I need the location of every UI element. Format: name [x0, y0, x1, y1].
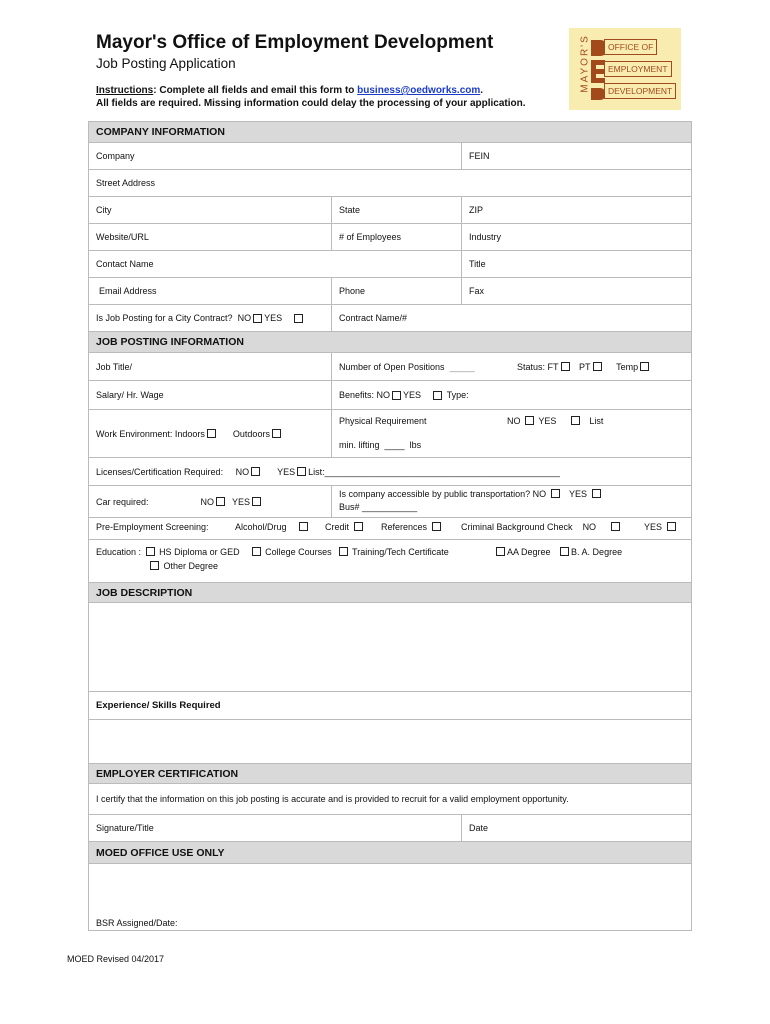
- education-options: [96, 547, 449, 557]
- page-subtitle: Job Posting Application: [96, 56, 236, 71]
- benefits-yes-checkbox[interactable]: [433, 391, 442, 400]
- revision-footer: MOED Revised 04/2017: [67, 954, 165, 964]
- job-title-field[interactable]: Job Title/: [96, 361, 133, 372]
- email-link[interactable]: business@oedworks.com: [357, 85, 481, 96]
- aa-checkbox[interactable]: [496, 547, 505, 556]
- website-field[interactable]: Website/URL: [96, 232, 149, 242]
- screening-alcohol: [235, 522, 310, 532]
- indoors-checkbox[interactable]: [207, 429, 216, 438]
- row-city: [89, 197, 691, 224]
- row-salary: [89, 381, 691, 410]
- physical-no-label: NO: [507, 416, 521, 426]
- open-positions-label: Number of Open Positions: [339, 361, 445, 372]
- signature-field[interactable]: Signature/Title: [96, 823, 154, 833]
- transport-options: [339, 489, 603, 499]
- screening-criminal-yes: [644, 522, 678, 532]
- references-checkbox[interactable]: [432, 522, 441, 531]
- row-licenses: [89, 458, 691, 486]
- physical-no-checkbox[interactable]: [525, 416, 534, 425]
- row-job-title: [89, 353, 691, 381]
- min-lifting-label: min. lifting: [339, 440, 380, 450]
- transport-no-label: NO: [532, 489, 547, 499]
- criminal-label: Criminal Background Check: [461, 522, 573, 532]
- logo-line-office-of: OFFICE OF: [604, 39, 657, 55]
- title-field[interactable]: Title: [469, 259, 486, 269]
- section-job-description: JOB DESCRIPTION: [89, 583, 691, 603]
- alcohol-label: Alcohol/Drug: [235, 522, 287, 532]
- city-contract-yes-label: YES: [264, 313, 283, 323]
- work-env-label: Work Environment:: [96, 428, 173, 439]
- college-checkbox[interactable]: [252, 547, 261, 556]
- other-degree-label: Other Degree: [163, 561, 219, 571]
- benefits-no-checkbox[interactable]: [392, 391, 401, 400]
- logo-line-development: DEVELOPMENT: [604, 83, 676, 99]
- row-contact: [89, 251, 691, 278]
- row-screening: [89, 518, 691, 540]
- company-field[interactable]: Company: [96, 151, 135, 161]
- bus-label: Bus#: [339, 502, 360, 512]
- transport-no-checkbox[interactable]: [551, 489, 560, 498]
- row-city-contract: [89, 305, 691, 332]
- row-company: [89, 143, 691, 170]
- instructions-label: Instructions: [96, 85, 154, 96]
- status-options: [517, 353, 651, 380]
- licenses-label: Licenses/Certification Required:: [96, 466, 224, 477]
- training-label: Training/Tech Certificate: [352, 547, 449, 557]
- city-contract-no-label: NO: [237, 313, 252, 323]
- screening-label: Pre-Employment Screening:: [96, 522, 209, 532]
- physical-requirement: [339, 416, 427, 426]
- criminal-no-label: NO: [582, 522, 597, 532]
- status-temp-label: Temp: [616, 361, 639, 372]
- screening-references: [381, 522, 443, 532]
- car-options: [96, 486, 263, 517]
- logo-line-employment: EMPLOYMENT: [604, 61, 672, 77]
- bus-number-field[interactable]: [339, 502, 417, 512]
- city-contract-question: [96, 305, 305, 331]
- instructions-end: .: [480, 85, 484, 96]
- bsr-assigned-field[interactable]: BSR Assigned/Date:: [96, 918, 178, 928]
- section-company-information: COMPANY INFORMATION: [89, 122, 691, 143]
- row-education: [89, 540, 691, 583]
- physical-requirement-label: Physical Requirement: [339, 416, 427, 426]
- row-website: [89, 224, 691, 251]
- physical-yes-label: YES: [538, 416, 557, 426]
- required-note: All fields are required. Missing information could delay the processing of your application.: [96, 98, 526, 109]
- outdoors-label: Outdoors: [232, 428, 270, 439]
- moed-logo: [569, 28, 681, 110]
- city-contract-no-checkbox[interactable]: [253, 314, 262, 323]
- licenses-no-checkbox[interactable]: [251, 467, 260, 476]
- licenses-options: [96, 458, 560, 485]
- aa-label: AA Degree: [507, 547, 551, 557]
- benefits-yes-label: YES: [403, 390, 422, 400]
- bus-blank: ___________: [362, 502, 418, 512]
- contact-name-field[interactable]: Contact Name: [96, 259, 154, 269]
- zip-field[interactable]: ZIP: [469, 205, 484, 215]
- row-car: [89, 486, 691, 518]
- office-use-area: [89, 864, 691, 930]
- criminal-no-checkbox[interactable]: [611, 522, 620, 531]
- email-address-field[interactable]: Email Address: [99, 286, 157, 296]
- fax-field[interactable]: Fax: [469, 286, 485, 296]
- education-label: Education :: [96, 547, 142, 557]
- screening-credit: [325, 522, 365, 532]
- references-label: References: [381, 522, 428, 532]
- row-signature: [89, 815, 691, 842]
- physical-yes-checkbox[interactable]: [571, 416, 580, 425]
- hs-checkbox[interactable]: [146, 547, 155, 556]
- screening-criminal: [461, 522, 622, 532]
- work-environment-options: [96, 410, 283, 457]
- outdoors-checkbox[interactable]: [272, 429, 281, 438]
- ba-checkbox[interactable]: [560, 547, 569, 556]
- city-contract-label: Is Job Posting for a City Contract?: [96, 313, 233, 323]
- licenses-list-blank[interactable]: _______________________________________________: [324, 466, 560, 477]
- salary-field[interactable]: Salary/ Hr. Wage: [96, 390, 164, 400]
- city-field[interactable]: City: [96, 205, 112, 215]
- transport-yes-label: YES: [568, 489, 587, 499]
- college-label: College Courses: [265, 547, 332, 557]
- criminal-yes-checkbox[interactable]: [667, 522, 676, 531]
- benefits-no-label: NO: [376, 390, 391, 400]
- row-certification-statement: [89, 784, 691, 815]
- contract-name-field[interactable]: Contract Name/#: [339, 313, 408, 323]
- section-office-use-only: MOED OFFICE USE ONLY: [89, 842, 691, 864]
- open-positions-field[interactable]: [339, 353, 475, 380]
- training-checkbox[interactable]: [339, 547, 348, 556]
- alcohol-checkbox[interactable]: [299, 522, 308, 531]
- page-title: Mayor's Office of Employment Development: [96, 32, 494, 53]
- phone-field[interactable]: Phone: [339, 286, 366, 296]
- licenses-yes-checkbox[interactable]: [297, 467, 306, 476]
- car-label: Car required:: [96, 496, 149, 507]
- car-no-label: NO: [200, 496, 215, 507]
- city-contract-yes-checkbox[interactable]: [294, 314, 303, 323]
- licenses-yes-label: YES: [277, 466, 296, 477]
- row-experience: [89, 692, 691, 720]
- certification-statement: I certify that the information on this job posting is accurate and is provided to recruit for a valid employment opportunity.: [96, 794, 569, 804]
- status-temp-checkbox[interactable]: [640, 362, 649, 371]
- hs-label: HS Diploma or GED: [159, 547, 240, 557]
- benefits-type-label: Type:: [446, 390, 469, 400]
- car-yes-checkbox[interactable]: [252, 497, 261, 506]
- min-lifting[interactable]: [339, 440, 421, 450]
- open-positions-blank: _____: [449, 361, 475, 372]
- min-lifting-blank: ____: [384, 440, 405, 450]
- logo-vertical-text: MAYOR'S: [579, 34, 591, 93]
- street-address-field[interactable]: Street Address: [96, 178, 156, 188]
- row-email: [89, 278, 691, 305]
- degree-options: [494, 547, 622, 557]
- credit-label: Credit: [325, 522, 350, 532]
- experience-area[interactable]: [89, 720, 691, 764]
- state-field[interactable]: State: [339, 205, 361, 215]
- industry-field[interactable]: Industry: [469, 232, 502, 242]
- section-job-posting-information: JOB POSTING INFORMATION: [89, 332, 691, 353]
- section-employer-certification: EMPLOYER CERTIFICATION: [89, 764, 691, 784]
- job-posting-form: [88, 121, 692, 931]
- criminal-yes-label: YES: [644, 522, 663, 532]
- status-ft-checkbox[interactable]: [561, 362, 570, 371]
- status-pt-checkbox[interactable]: [593, 362, 602, 371]
- instructions-text: : Complete all fields and email this form to: [153, 85, 358, 96]
- credit-checkbox[interactable]: [354, 522, 363, 531]
- row-work-environment: [89, 410, 691, 458]
- other-degree-option: [148, 561, 218, 571]
- transport-yes-checkbox[interactable]: [592, 489, 601, 498]
- transport-label: Is company accessible by public transportation?: [339, 489, 531, 499]
- licenses-no-label: NO: [235, 466, 250, 477]
- physical-list-label: List: [589, 416, 604, 426]
- car-yes-label: YES: [232, 496, 251, 507]
- instructions: [96, 84, 526, 110]
- fein-field[interactable]: FEIN: [469, 151, 490, 161]
- lbs-label: lbs: [409, 440, 422, 450]
- status-label: Status:: [517, 361, 546, 372]
- car-no-checkbox[interactable]: [216, 497, 225, 506]
- status-pt-label: PT: [579, 361, 591, 372]
- other-degree-checkbox[interactable]: [150, 561, 159, 570]
- employees-field[interactable]: # of Employees: [339, 232, 402, 242]
- status-ft-label: FT: [547, 361, 559, 372]
- licenses-list-label: List:: [308, 466, 325, 477]
- experience-label: Experience/ Skills Required: [96, 700, 221, 711]
- benefits-label: Benefits:: [339, 390, 375, 400]
- physical-options: [507, 416, 603, 426]
- indoors-label: Indoors: [174, 428, 205, 439]
- row-street: [89, 170, 691, 197]
- date-field[interactable]: Date: [469, 823, 489, 833]
- benefits-options: [339, 381, 469, 409]
- ba-label: B. A. Degree: [571, 547, 623, 557]
- job-description-area[interactable]: [89, 603, 691, 692]
